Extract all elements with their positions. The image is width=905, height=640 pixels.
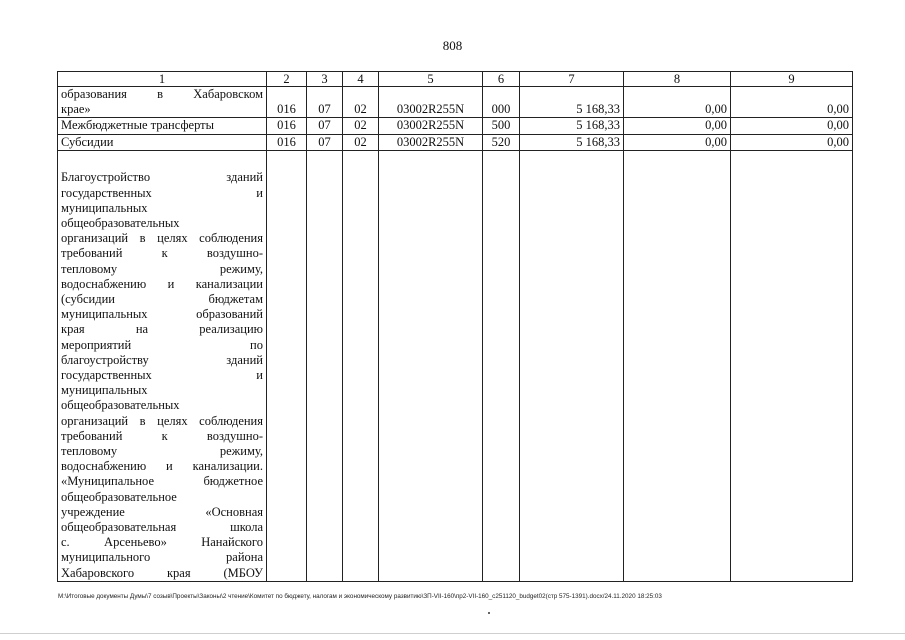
table-row: [58, 118, 853, 134]
column-header: 6: [483, 72, 520, 87]
file-path-footer: M:\Итоговые документы Думы\7 созыв\Проекты\Законы\2 чтение\Комитет по бюджету, налогам и экономическому развитию\ЗП-VII-160\пр2-VII-160_с251120_budget02(стр 575-1391).docx/24.11.2020 18:25:03: [58, 593, 662, 600]
cell-target-item: 03002R255N: [379, 118, 483, 134]
description-line: (субсидии бюджетам: [61, 291, 263, 306]
description-line: мероприятий по: [61, 337, 263, 352]
cell-amount-7: 5 168,33: [520, 134, 624, 150]
table-row: [58, 87, 853, 118]
empty-cell: [343, 150, 379, 581]
empty-cell: [731, 150, 853, 581]
cell-amount-9: 0,00: [731, 87, 853, 118]
table-row: [58, 134, 853, 150]
cell-code: 016: [267, 118, 307, 134]
scan-speck: [488, 612, 490, 614]
cell-expense-type: 520: [483, 134, 520, 150]
page-number: 808: [442, 38, 463, 53]
cell-amount-8: 0,00: [624, 118, 731, 134]
column-header: 9: [731, 72, 853, 87]
description-line: тепловому режиму,: [61, 261, 263, 276]
description-line: муниципального района: [61, 550, 263, 565]
cell-code: 016: [267, 134, 307, 150]
description-line: общеобразовательное: [61, 489, 177, 504]
cell-target-item: 03002R255N: [379, 134, 483, 150]
page-edge: [0, 633, 905, 634]
description-line: государственных и: [61, 367, 263, 382]
description-line: Хабаровского края (МБОУ: [61, 565, 263, 580]
cell-amount-8: 0,00: [624, 134, 731, 150]
description-line: «Муниципальное бюджетное: [61, 474, 263, 489]
cell-section: 07: [307, 134, 343, 150]
description-line: общеобразовательных: [61, 215, 180, 230]
description-line: благоустройству зданий: [61, 352, 263, 367]
cell-amount-9: 0,00: [731, 134, 853, 150]
description-line: Благоустройство зданий: [61, 170, 263, 185]
description-line: организаций в целях соблюдения: [61, 413, 263, 428]
description-line: края на реализацию: [61, 322, 263, 337]
row-name-line: образования в Хабаровском: [61, 87, 263, 101]
row-name-line: крае»: [61, 102, 91, 117]
empty-cell: [379, 150, 483, 581]
description-line: учреждение «Основная: [61, 504, 263, 519]
description-line: требований к воздушно-: [61, 428, 263, 443]
cell-expense-type: 500: [483, 118, 520, 134]
description-line: водоснабжению и канализации.: [61, 459, 263, 474]
cell-subsection: 02: [343, 87, 379, 118]
description-line: государственных и: [61, 185, 263, 200]
row-name: Межбюджетные трансферты: [58, 118, 267, 134]
column-header: 7: [520, 72, 624, 87]
column-header: 4: [343, 72, 379, 87]
description-line: требований к воздушно-: [61, 246, 263, 261]
cell-subsection: 02: [343, 134, 379, 150]
table-header-row: [58, 72, 853, 87]
description-line: муниципальных: [61, 383, 148, 398]
table-row-description: [58, 150, 853, 581]
cell-section: 07: [307, 118, 343, 134]
cell-expense-type: 000: [483, 87, 520, 118]
cell-target-item: 03002R255N: [379, 87, 483, 118]
description-line: общеобразовательных: [61, 398, 180, 413]
description-line: общеобразовательная школа: [61, 520, 263, 534]
column-header: 2: [267, 72, 307, 87]
description-line: с. Арсеньево» Нанайского: [61, 535, 263, 550]
cell-section: 07: [307, 87, 343, 118]
description-line: тепловому режиму,: [61, 443, 263, 458]
cell-amount-7: 5 168,33: [520, 118, 624, 134]
cell-amount-8: 0,00: [624, 87, 731, 118]
row-description: [58, 150, 267, 581]
column-header: 5: [379, 72, 483, 87]
cell-amount-7: 5 168,33: [520, 87, 624, 118]
empty-cell: [267, 150, 307, 581]
column-header: 1: [58, 72, 267, 87]
description-line: муниципальных образований: [61, 307, 263, 322]
description-line: муниципальных: [61, 200, 148, 215]
column-header: 8: [624, 72, 731, 87]
cell-subsection: 02: [343, 118, 379, 134]
description-line: водоснабжению и канализации: [61, 276, 263, 291]
row-name: Субсидии: [58, 134, 267, 150]
cell-code: 016: [267, 87, 307, 118]
empty-cell: [307, 150, 343, 581]
row-name: [58, 87, 267, 118]
empty-cell: [483, 150, 520, 581]
cell-amount-9: 0,00: [731, 118, 853, 134]
empty-cell: [520, 150, 624, 581]
budget-table: [57, 71, 853, 582]
empty-cell: [624, 150, 731, 581]
column-header: 3: [307, 72, 343, 87]
description-line: организаций в целях соблюдения: [61, 231, 263, 246]
